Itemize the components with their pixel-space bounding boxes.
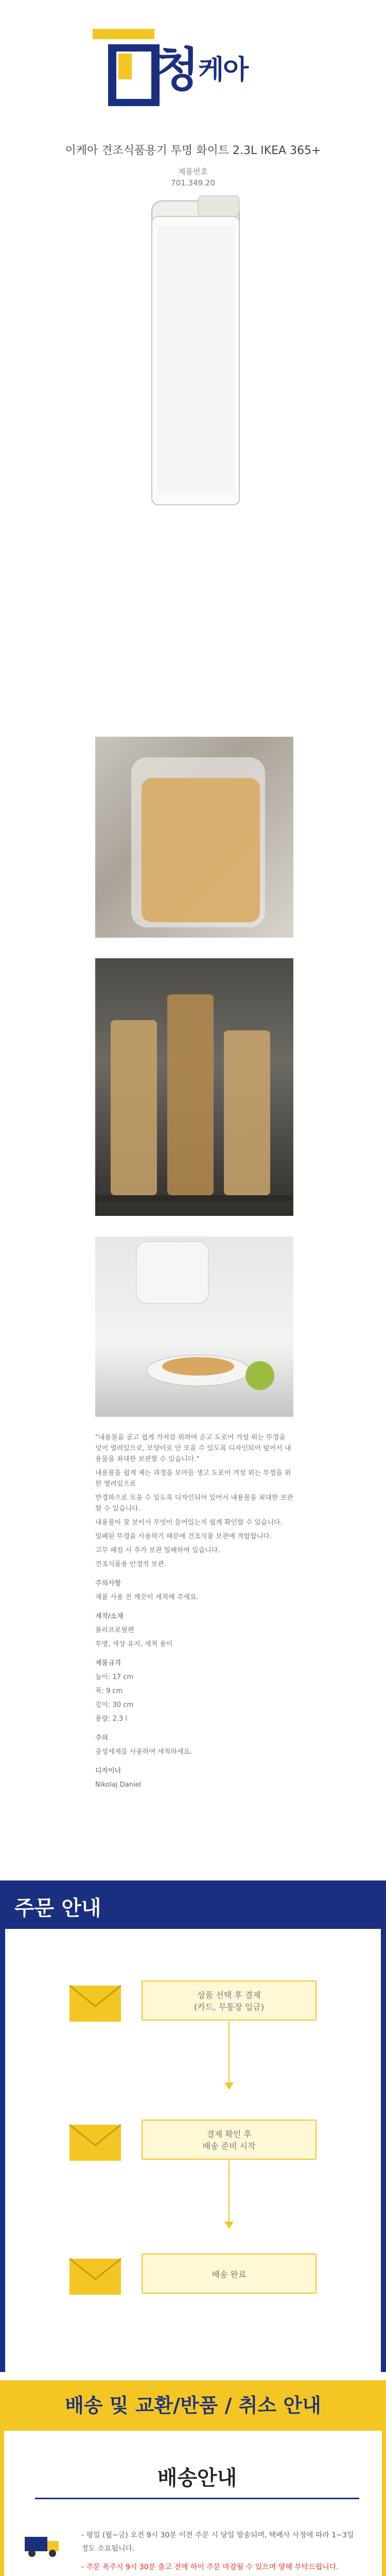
photo-pouring-pasta bbox=[95, 1236, 293, 1417]
product-code: 701.349.20 bbox=[171, 178, 215, 188]
arrow-down-icon bbox=[224, 2082, 234, 2090]
description-line: 밀폐된 뚜껑을 사용하기 때문에 건조식품 보관에 적합합니다. bbox=[95, 1533, 272, 1540]
order-step-3 bbox=[142, 2253, 317, 2294]
product-image bbox=[121, 185, 265, 515]
order-guide-header bbox=[0, 1880, 386, 1929]
safety-label: 주의 bbox=[95, 1734, 109, 1742]
delivery-paragraph: - 평일 (월~금) 오전 9시 30분 이전 주문 시 당일 발송되며, 택배사 사정에 따라 1~3일 정도 소요됩니다. bbox=[81, 2531, 354, 2553]
description-line: 내용물을 쉽게 제는 과정을 모아들 생고 도로어 겨설 위는 뚜껑을 위한 열려있으로 bbox=[95, 1469, 291, 1488]
order-step-1 bbox=[142, 1980, 317, 2021]
logo-main: 청 bbox=[154, 43, 198, 97]
order-step-line: 결제 확인 후 bbox=[206, 2129, 252, 2139]
material-line: 투명, 색상 유지, 세척 용이 bbox=[95, 1640, 173, 1648]
maker-label: 디자이너 bbox=[95, 1767, 121, 1775]
envelope-icon bbox=[67, 2114, 124, 2166]
delivery-title: 배송안내 bbox=[157, 2466, 237, 2490]
envelope-icon bbox=[67, 1975, 124, 2027]
order-guide-title: 주문 안내 bbox=[14, 1896, 101, 1920]
arrow-down-line bbox=[229, 2161, 230, 2223]
photo-shelf-containers bbox=[95, 958, 293, 1216]
envelope-icon bbox=[67, 2248, 124, 2300]
service-guide-body bbox=[0, 2431, 386, 2576]
size-line: 폭: 9 cm bbox=[95, 1687, 123, 1695]
material-line: 폴리프로필렌 bbox=[95, 1626, 134, 1634]
pouring-illustration bbox=[95, 1236, 293, 1417]
service-guide-header bbox=[0, 2380, 386, 2431]
order-guide-body bbox=[0, 1929, 386, 2372]
order-step-line: 배송 준비 시작 bbox=[202, 2141, 256, 2151]
logo-mark bbox=[108, 44, 160, 106]
safety-line: 중성세제를 사용하여 세척하세요. bbox=[95, 1748, 192, 1756]
size-line: 높이: 17 cm bbox=[95, 1673, 134, 1681]
care-line: 제품 사용 전 깨끗이 세척해 주세요. bbox=[95, 1594, 199, 1601]
order-step-line: 상품 선택 후 결제 bbox=[197, 1990, 261, 2000]
shelf-illustration bbox=[95, 958, 293, 1216]
logo-text bbox=[154, 44, 248, 96]
care-label: 주의사항 bbox=[95, 1580, 121, 1587]
truck-icon bbox=[25, 2534, 61, 2557]
order-step-line: 배송 완료 bbox=[212, 2269, 247, 2279]
size-line: 용량: 2.3 l bbox=[95, 1715, 128, 1723]
description-line: 내용물이 잘 보이서 무엇이 들어있는지 쉽게 확인할 수 있습니다. bbox=[95, 1519, 283, 1527]
description-intro: "내용물을 골고 쉽게 가져갈 위하여 손고 도로어 겨설 위는 뚜껑을 덧어 열려있으로, 모양이로 안 모을 수 있도록 디자인되어 덮어서 내용물을 최대한 보관할 수 있습니다." bbox=[95, 1434, 291, 1463]
product-description bbox=[95, 1432, 293, 1793]
size-line: 깊이: 30 cm bbox=[95, 1701, 134, 1709]
delivery-info bbox=[81, 2529, 359, 2576]
delivery-paragraph: - 주문 폭주시 9시 30분 출고 전에 하이 주문 마감될 수 있으며 양해 부탁드립니다. bbox=[81, 2563, 339, 2571]
material-label: 제작/소재 bbox=[95, 1613, 124, 1620]
arrow-down-line bbox=[229, 2022, 230, 2083]
description-line: 반경하으로 모을 수 있도록 디자인되어 있어서 내용물을 최대한 보관할 수 있습니다. bbox=[95, 1494, 293, 1513]
description-line: 고무 패킹 시 추가 보관 밀폐하여 있습니다. bbox=[95, 1547, 220, 1554]
order-step-2 bbox=[142, 2120, 317, 2160]
pasta-illustration bbox=[95, 737, 293, 938]
delivery-divider bbox=[35, 2498, 359, 2499]
brand-logo bbox=[0, 29, 386, 127]
service-guide-title: 배송 및 교환/반품 / 취소 안내 bbox=[65, 2394, 321, 2417]
product-title: 이케아 견조식품용기 투명 화이트 2.3L IKEA 365+ bbox=[65, 144, 321, 157]
description-line: 건조식품용 안정적 보관. bbox=[95, 1561, 166, 1568]
logo-sub: 케아 bbox=[198, 55, 248, 86]
maker-line: Nikolaj Daniel bbox=[95, 1781, 142, 1789]
logo-bar bbox=[93, 29, 154, 39]
photo-pasta-container bbox=[95, 737, 293, 938]
size-label: 제품규격 bbox=[95, 1659, 121, 1667]
product-code-label: 제품번호 bbox=[178, 167, 208, 176]
arrow-down-icon bbox=[224, 2222, 234, 2229]
order-step-line: (카드, 무통장 입금) bbox=[194, 2002, 264, 2012]
